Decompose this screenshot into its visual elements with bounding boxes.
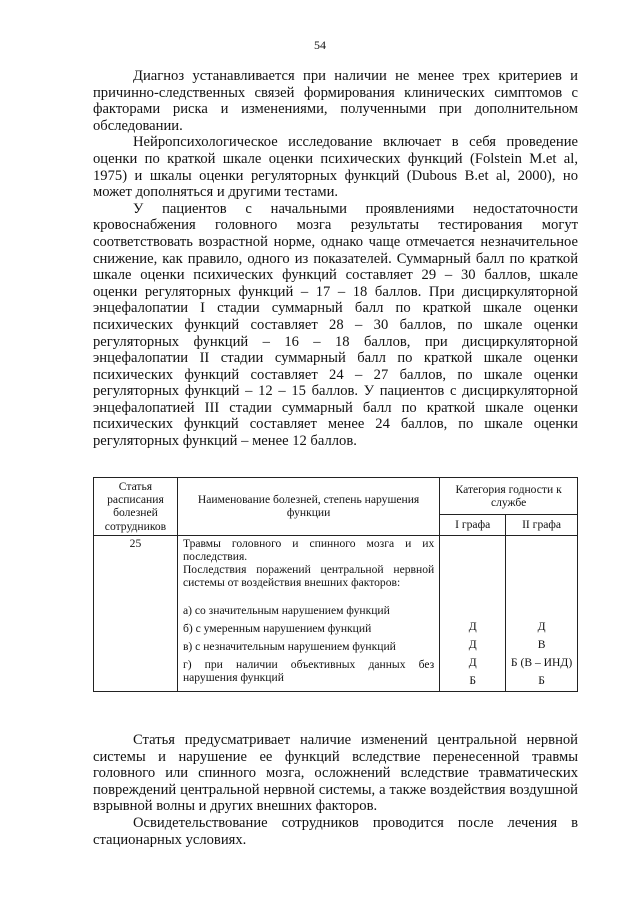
- header-graph-1: I графа: [440, 514, 506, 535]
- graph-2-value-c: Б (В – ИНД): [510, 655, 573, 669]
- article-number: 25: [94, 535, 178, 691]
- paragraph-examination: Освидетельствование сотрудников проводится после лечения в стационарных условиях.: [93, 814, 578, 848]
- graph-2-value-d: Б: [538, 673, 545, 687]
- disease-description: [177, 535, 439, 691]
- intro-line-consequences: Последствия поражений центральной нервной системы от воздействия внешних факторов:: [182, 563, 435, 590]
- table-row: [94, 535, 578, 691]
- graph-1-value-d: Б: [469, 673, 477, 687]
- paragraph-article-scope: Статья предусматривает наличие изменений центральной нервной системы и нарушение ее функций вследствие перенесенной травмы головного или спинного мозга, осложнений вследствие травматических повреждений центральной нервной системы, а также воздействия воздушной взрывной волны и других внешних факторов.: [93, 732, 578, 815]
- paragraph-diagnosis: Диагноз устанавливается при наличии не менее трех критериев и причинно-следственных связей формирования клинических симптомов с факторами риска и изменениями, полученными при дополнительном обследовании.: [93, 68, 578, 134]
- paragraph-neuropsych: Нейропсихологическое исследование включает в себя проведение оценки по краткой шкале оценки психических функций (Folstein M.et al, 1975) и шкалы оценки регуляторных функций (Dubous B.et al, 2000), но может дополняться и другими тестами.: [93, 134, 578, 201]
- header-category: Категория годности к службе: [440, 478, 578, 515]
- graph-1-value-c: Д: [468, 655, 477, 669]
- graph-1-value-a: Д: [468, 619, 477, 633]
- item-b: б) с умеренным нарушением функций: [182, 621, 372, 635]
- page-number: 54: [314, 38, 326, 52]
- item-a: а) со значительным нарушением функций: [182, 603, 390, 617]
- graph-1-values: [440, 535, 506, 691]
- header-graph-2: II графа: [506, 514, 578, 535]
- graph-2-value-a: Д: [537, 619, 546, 633]
- header-disease-name: Наименование болезней, степень нарушения функции: [177, 478, 439, 536]
- intro-line-injuries: Травмы головного и спинного мозга и их последствия.: [182, 536, 435, 564]
- disease-schedule-table: [93, 477, 578, 692]
- item-d: г) при наличии объективных данных без нарушения функций: [182, 657, 435, 684]
- graph-2-value-b: В: [537, 637, 546, 651]
- bottom-text-block: [93, 732, 578, 848]
- header-article: Статья расписания болезней сотрудников: [94, 478, 178, 536]
- item-c: в) с незначительным нарушением функций: [182, 639, 396, 653]
- graph-2-values: [506, 535, 578, 691]
- graph-1-value-b: Д: [468, 637, 477, 651]
- top-text-block: [93, 68, 578, 450]
- paragraph-scores: У пациентов с начальными проявлениями недостаточности кровоснабжения головного мозга результаты тестирования могут соответствовать возрастной норме, однако чаще отмечается незначительное снижение, как правило, одного из показателей. Суммарный балл по краткой шкале оценки психических функций составляет 29 – 30 баллов, шкале оценки регуляторных функций – 17 – 18 баллов. При дисциркуляторной энцефалопатии I стадии суммарный балл по краткой шкале оценки психических функций составляет 28 – 30 баллов, по шкале оценки регуляторных функций – 16 – 18 баллов, при дисциркуляторной энцефалопатии II стадии суммарный балл по краткой шкале оценки психических функций составляет 24 – 27 баллов, по шкале оценки регуляторных функций – 12 – 15 баллов. У пациентов с дисциркуляторной энцефалопатией III стадии суммарный балл по краткой шкале оценки психических функций составляет менее 24 баллов, по шкале оценки регуляторных функций – менее 12 баллов.: [93, 200, 578, 450]
